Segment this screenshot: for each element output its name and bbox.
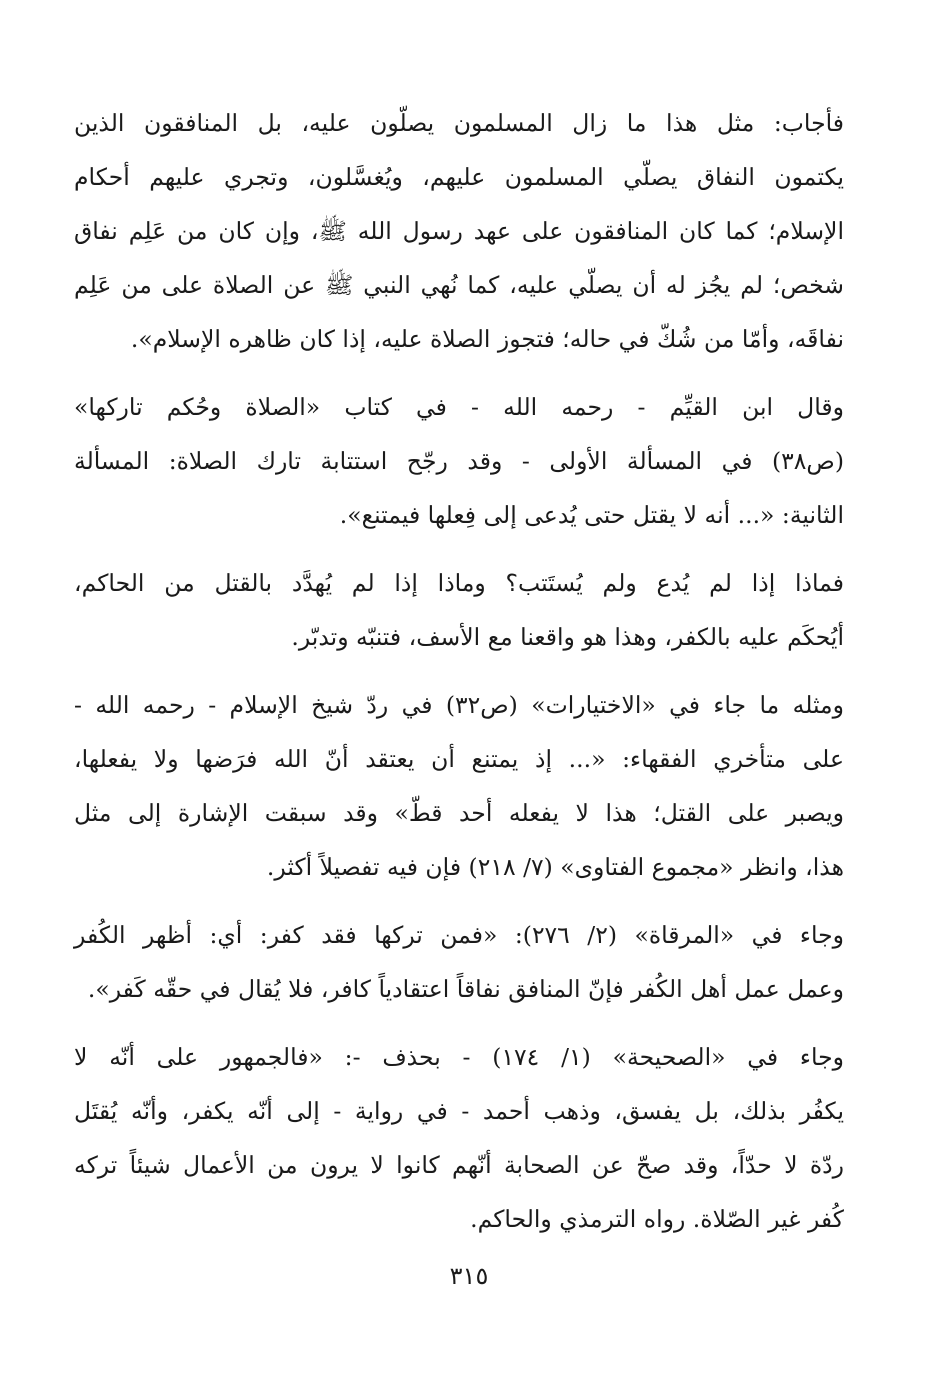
page-body	[74, 96, 844, 1260]
page-number: ٣١٥	[449, 1262, 489, 1290]
text-line: شخص؛ لم يجُز له أن يصلّي عليه، كما نُهي النبي ﷺ عن الصلاة على من عَلِم	[74, 271, 844, 299]
text-line: وجاء في «الصحيحة» (١/ ١٧٤) - بحذف -: «فالجمهور على أنّه لا	[74, 1043, 844, 1071]
text-line: ردّة لا حدّاً، وقد صحّ عن الصحابة أنّهم كانوا لا يرون من الأعمال شيئاً تركه	[74, 1151, 844, 1179]
text-line: على متأخري الفقهاء: «... إذ يمتنع أن يعتقد أنّ الله فرَضها ولا يفعلها،	[74, 745, 844, 773]
text-line: يكفُر بذلك، بل يفسق، وذهب أحمد - في رواية - إلى أنّه يكفر، وأنّه يُقتَل	[74, 1097, 844, 1125]
paragraph-mirqat	[74, 908, 844, 1016]
text-line: ويصبر على القتل؛ هذا لا يفعله أحد قطّ» وقد سبقت الإشارة إلى مثل	[74, 799, 844, 827]
text-line: أيُحكَم عليه بالكفر، وهذا هو واقعنا مع الأسف، فتنبّه وتدبّر.	[291, 623, 844, 651]
text-line: يكتمون النفاق يصلّي المسلمون عليهم، ويُغسَّلون، وتجري عليهم أحكام	[74, 163, 844, 191]
paragraph-ibn-qayyim	[74, 380, 844, 542]
paragraph-question	[74, 556, 844, 664]
text-line: هذا، وانظر «مجموع الفتاوى» (٧/ ٢١٨) فإن فيه تفصيلاً أكثر.	[266, 853, 844, 881]
paragraph-ikhtiyarat	[74, 678, 844, 894]
text-line: كُفر غير الصّلاة. رواه الترمذي والحاكم.	[470, 1205, 844, 1233]
paragraph-sahiha	[74, 1030, 844, 1246]
text-line: وقال ابن القيِّم - رحمه الله - في كتاب «الصلاة وحُكم تاركها»	[74, 393, 844, 421]
text-line: الثانية: «... أنه لا يقتل حتى يُدعى إلى فِعلها فيمتنع».	[339, 501, 844, 529]
text-line: فماذا إذا لم يُدع ولم يُستَتب؟ وماذا إذا لم يُهدَّد بالقتل من الحاكم،	[74, 569, 844, 597]
text-line: فأجاب: مثل هذا ما زال المسلمون يصلّون عليه، بل المنافقون الذين	[74, 109, 844, 137]
text-line: وجاء في «المرقاة» (٢/ ٢٧٦): «فمن تركها فقد كفر: أي: أظهر الكُفر	[74, 921, 845, 949]
text-line: وعمل عمل أهل الكُفر فإنّ المنافق نفاقاً اعتقادياً كافر، فلا يُقال في حقّه كَفر».	[87, 975, 844, 1003]
paragraph-answer	[74, 96, 844, 366]
text-line: (ص٣٨) في المسألة الأولى - وقد رجّح استتابة تارك الصلاة: المسألة	[74, 447, 844, 475]
text-line: نفاقَه، وأمّا من شُكّ في حاله؛ فتجوز الصلاة عليه، إذا كان ظاهره الإسلام».	[130, 325, 844, 353]
text-line: الإسلام؛ كما كان المنافقون على عهد رسول الله ﷺ، وإن كان من عَلِم نفاق	[74, 217, 844, 245]
text-line: ومثله ما جاء في «الاختيارات» (ص٣٢) في ردّ شيخ الإسلام - رحمه الله -	[74, 691, 844, 719]
